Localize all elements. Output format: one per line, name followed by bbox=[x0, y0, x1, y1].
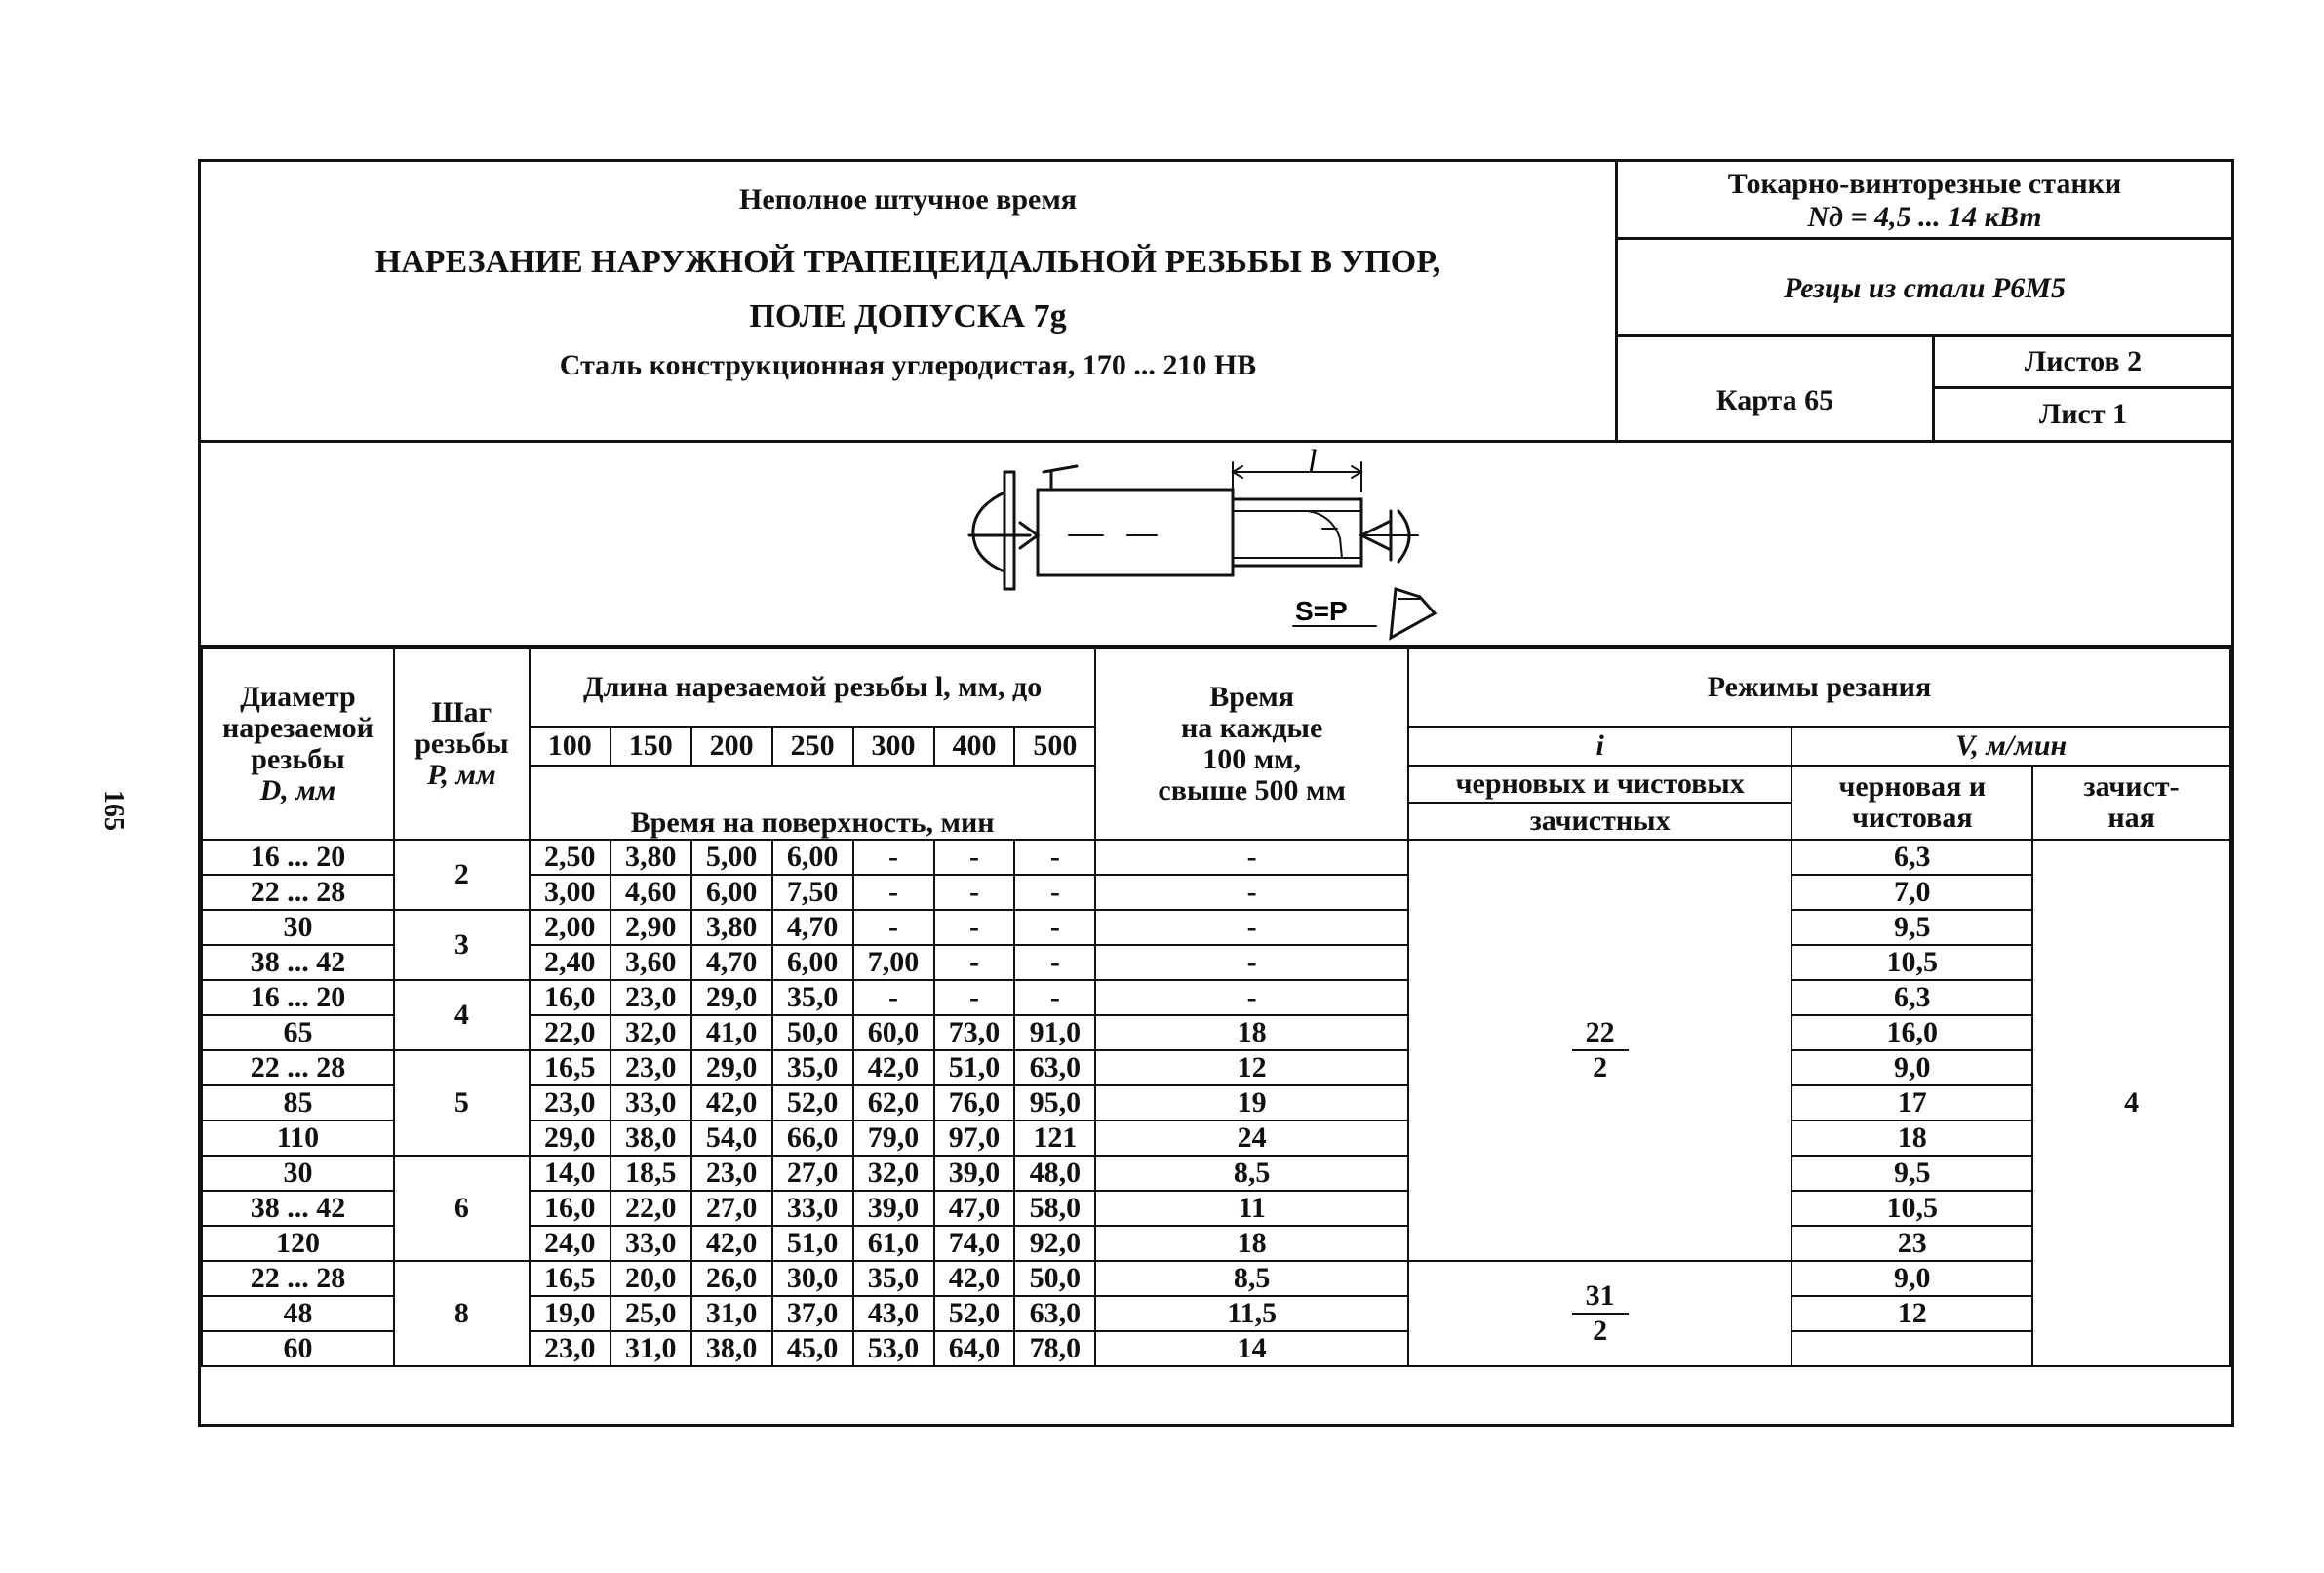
table-row bbox=[202, 1156, 2230, 1191]
time-cell: - bbox=[853, 875, 934, 910]
table-row bbox=[202, 910, 2230, 945]
speed-rough-cell: 9,0 bbox=[1792, 1261, 2032, 1296]
info-block bbox=[1618, 162, 2231, 440]
time-cell: 29,0 bbox=[530, 1121, 611, 1156]
table-row bbox=[202, 1261, 2230, 1296]
time-cell: 26,0 bbox=[691, 1261, 772, 1296]
time-cell: 32,0 bbox=[853, 1156, 934, 1191]
header-each-l1: Время bbox=[1209, 681, 1294, 713]
time-cell: 30,0 bbox=[772, 1261, 853, 1296]
time-cell: 92,0 bbox=[1014, 1226, 1095, 1261]
diameter-cell: 22 ... 28 bbox=[202, 1261, 394, 1296]
speed-rough-cell bbox=[1792, 1331, 2032, 1366]
material-label: Сталь конструкционная углеродистая, 170 ... 210 НВ bbox=[559, 349, 1257, 381]
pitch-cell: 4 bbox=[394, 980, 530, 1050]
time-cell: 4,60 bbox=[611, 875, 691, 910]
time-cell: 23,0 bbox=[611, 980, 691, 1015]
time-cell: 35,0 bbox=[772, 1050, 853, 1085]
header-passes-rough-finish: черновых и чистовых bbox=[1408, 766, 1792, 803]
passes-fraction bbox=[1572, 1016, 1629, 1084]
header-pitch-l2: резьбы bbox=[414, 728, 509, 760]
header-each-l2: на каждые bbox=[1181, 712, 1323, 744]
time-cell: - bbox=[1014, 875, 1095, 910]
time-cell: 3,00 bbox=[530, 875, 611, 910]
time-per-100mm-cell: - bbox=[1095, 945, 1408, 980]
time-cell: 27,0 bbox=[691, 1191, 772, 1226]
title-block bbox=[201, 162, 1618, 440]
time-cell: 4,70 bbox=[772, 910, 853, 945]
diameter-cell: 85 bbox=[202, 1085, 394, 1121]
time-cell: - bbox=[934, 945, 1015, 980]
time-cell: 52,0 bbox=[934, 1296, 1015, 1331]
time-cell: 23,0 bbox=[611, 1050, 691, 1085]
time-cell: 2,90 bbox=[611, 910, 691, 945]
diameter-cell: 38 ... 42 bbox=[202, 1191, 394, 1226]
time-per-100mm-cell: 12 bbox=[1095, 1050, 1408, 1085]
header-length-100: 100 bbox=[530, 727, 611, 766]
time-per-100mm-cell: - bbox=[1095, 980, 1408, 1015]
header-speed-rough-finish bbox=[1792, 766, 2032, 840]
diameter-cell: 22 ... 28 bbox=[202, 875, 394, 910]
header-speed-cleanup bbox=[2032, 766, 2230, 840]
pitch-cell: 6 bbox=[394, 1156, 530, 1261]
card-number: Карта 65 bbox=[1618, 337, 1935, 440]
time-per-100mm-cell: 8,5 bbox=[1095, 1156, 1408, 1191]
header-speed-cu-l1: зачист- bbox=[2083, 770, 2180, 803]
time-cell: - bbox=[1014, 910, 1095, 945]
time-cell: 52,0 bbox=[772, 1085, 853, 1121]
time-cell: 62,0 bbox=[853, 1085, 934, 1121]
passes-fraction bbox=[1572, 1279, 1629, 1348]
time-cell: 2,50 bbox=[530, 840, 611, 875]
time-cell: 32,0 bbox=[611, 1015, 691, 1050]
tolerance-title: ПОЛЕ ДОПУСКА 7g bbox=[749, 298, 1067, 334]
time-cell: 16,5 bbox=[530, 1050, 611, 1085]
time-cell: 38,0 bbox=[611, 1121, 691, 1156]
time-cell: 73,0 bbox=[934, 1015, 1015, 1050]
time-cell: 51,0 bbox=[934, 1050, 1015, 1085]
pitch-cell: 2 bbox=[394, 840, 530, 910]
time-cell: 4,70 bbox=[691, 945, 772, 980]
time-cell: 24,0 bbox=[530, 1226, 611, 1261]
time-cell: - bbox=[934, 980, 1015, 1015]
time-per-100mm-cell: - bbox=[1095, 840, 1408, 875]
header-length-400: 400 bbox=[934, 727, 1015, 766]
time-cell: - bbox=[1014, 840, 1095, 875]
time-cell: - bbox=[934, 910, 1015, 945]
time-cell: 66,0 bbox=[772, 1121, 853, 1156]
time-cell: 58,0 bbox=[1014, 1191, 1095, 1226]
time-cell: 33,0 bbox=[772, 1191, 853, 1226]
part-sketch-area bbox=[201, 443, 2231, 648]
time-per-100mm-cell: 14 bbox=[1095, 1331, 1408, 1366]
speed-rough-cell: 7,0 bbox=[1792, 875, 2032, 910]
header-pitch bbox=[394, 649, 530, 840]
card-sheet bbox=[198, 159, 2234, 1427]
time-cell: 7,00 bbox=[853, 945, 934, 980]
time-per-100mm-cell: 18 bbox=[1095, 1226, 1408, 1261]
time-cell: 78,0 bbox=[1014, 1331, 1095, 1366]
diameter-cell: 30 bbox=[202, 910, 394, 945]
time-cell: 39,0 bbox=[934, 1156, 1015, 1191]
time-cell: 45,0 bbox=[772, 1331, 853, 1366]
header-passes-cleanup: зачистных bbox=[1408, 803, 1792, 840]
time-cell: 42,0 bbox=[934, 1261, 1015, 1296]
speed-rough-cell: 10,5 bbox=[1792, 1191, 2032, 1226]
header-diameter bbox=[202, 649, 394, 840]
time-cell: 38,0 bbox=[691, 1331, 772, 1366]
card-header bbox=[201, 162, 2231, 443]
diameter-cell: 48 bbox=[202, 1296, 394, 1331]
speed-rough-cell: 10,5 bbox=[1792, 945, 2032, 980]
time-cell: 18,5 bbox=[611, 1156, 691, 1191]
time-cell: 50,0 bbox=[772, 1015, 853, 1050]
header-diameter-l1: Диаметр bbox=[240, 681, 356, 713]
header-length-250: 250 bbox=[772, 727, 853, 766]
speed-rough-cell: 6,3 bbox=[1792, 980, 2032, 1015]
header-pitch-l3: P, мм bbox=[427, 759, 496, 791]
diameter-cell: 38 ... 42 bbox=[202, 945, 394, 980]
header-each-l4: свыше 500 мм bbox=[1158, 774, 1346, 806]
time-cell: 43,0 bbox=[853, 1296, 934, 1331]
header-thread-length: Длина нарезаемой резьбы l, мм, до bbox=[530, 649, 1096, 727]
pitch-cell: 3 bbox=[394, 910, 530, 980]
time-cell: 20,0 bbox=[611, 1261, 691, 1296]
time-cell: 50,0 bbox=[1014, 1261, 1095, 1296]
page-number: 165 bbox=[98, 790, 129, 831]
time-table-body bbox=[202, 649, 2230, 1366]
time-cell: 23,0 bbox=[530, 1085, 611, 1121]
operation-title: НАРЕЗАНИЕ НАРУЖНОЙ ТРАПЕЦЕИДАЛЬНОЙ РЕЗЬБЫ В УПОР, bbox=[374, 244, 1441, 280]
diameter-cell: 16 ... 20 bbox=[202, 980, 394, 1015]
header-surface-time: Время на поверхность, мин bbox=[530, 766, 1096, 840]
pitch-cell: 5 bbox=[394, 1050, 530, 1156]
threaded-part-sketch bbox=[962, 443, 1469, 645]
time-cell: 2,40 bbox=[530, 945, 611, 980]
time-cell: - bbox=[853, 840, 934, 875]
speed-rough-cell: 9,5 bbox=[1792, 910, 2032, 945]
table-row bbox=[202, 840, 2230, 875]
time-cell: 61,0 bbox=[853, 1226, 934, 1261]
time-cell: 2,00 bbox=[530, 910, 611, 945]
speed-rough-cell: 9,5 bbox=[1792, 1156, 2032, 1191]
time-cell: 3,60 bbox=[611, 945, 691, 980]
time-per-100mm-cell: 8,5 bbox=[1095, 1261, 1408, 1296]
time-cell: - bbox=[1014, 945, 1095, 980]
header-diameter-l2: нарезаемой bbox=[221, 712, 374, 744]
time-cell: 33,0 bbox=[611, 1226, 691, 1261]
passes-numerator: 22 bbox=[1572, 1016, 1629, 1051]
speed-rough-cell: 16,0 bbox=[1792, 1015, 2032, 1050]
time-cell: - bbox=[853, 910, 934, 945]
time-cell: 31,0 bbox=[691, 1296, 772, 1331]
time-cell: 63,0 bbox=[1014, 1050, 1095, 1085]
time-per-100mm-cell: 11,5 bbox=[1095, 1296, 1408, 1331]
header-diameter-l3: резьбы bbox=[251, 743, 345, 775]
length-dimension-label: l bbox=[1308, 444, 1318, 480]
header-pitch-l1: Шаг bbox=[431, 696, 492, 728]
header-diameter-l4: D, мм bbox=[259, 774, 336, 806]
time-cell: 7,50 bbox=[772, 875, 853, 910]
time-cell: 5,00 bbox=[691, 840, 772, 875]
time-cell: 42,0 bbox=[691, 1226, 772, 1261]
time-table bbox=[201, 648, 2231, 1367]
machine-type-line1: Токарно-винторезные станки bbox=[1727, 168, 2122, 200]
time-cell: 16,5 bbox=[530, 1261, 611, 1296]
header-speed-rf-l2: чистовая bbox=[1852, 802, 1973, 834]
header-cutting-modes: Режимы резания bbox=[1408, 649, 2230, 727]
header-speed: V, м/мин bbox=[1792, 727, 2230, 766]
time-cell: 76,0 bbox=[934, 1085, 1015, 1121]
time-cell: 48,0 bbox=[1014, 1156, 1095, 1191]
speed-rough-cell: 17 bbox=[1792, 1085, 2032, 1121]
passes-denominator: 2 bbox=[1593, 1051, 1608, 1083]
time-cell: 42,0 bbox=[691, 1085, 772, 1121]
time-cell: 121 bbox=[1014, 1121, 1095, 1156]
time-table-wrap bbox=[201, 648, 2231, 1367]
passes-numerator: 31 bbox=[1572, 1279, 1629, 1315]
time-cell: 6,00 bbox=[772, 945, 853, 980]
time-cell: 3,80 bbox=[611, 840, 691, 875]
time-cell: - bbox=[1014, 980, 1095, 1015]
header-passes: i bbox=[1408, 727, 1792, 766]
header-each-100mm bbox=[1095, 649, 1408, 840]
time-cell: 27,0 bbox=[772, 1156, 853, 1191]
header-speed-rf-l1: черновая и bbox=[1838, 770, 1987, 803]
time-cell: 22,0 bbox=[530, 1015, 611, 1050]
passes-cell bbox=[1408, 1261, 1792, 1366]
time-cell: 14,0 bbox=[530, 1156, 611, 1191]
time-cell: 31,0 bbox=[611, 1331, 691, 1366]
time-cell: 37,0 bbox=[772, 1296, 853, 1331]
time-cell: 23,0 bbox=[530, 1331, 611, 1366]
feed-label: S=P bbox=[1295, 596, 1348, 626]
pitch-cell: 8 bbox=[394, 1261, 530, 1366]
header-length-300: 300 bbox=[853, 727, 934, 766]
time-cell: - bbox=[853, 980, 934, 1015]
time-cell: 6,00 bbox=[772, 840, 853, 875]
time-cell: 16,0 bbox=[530, 1191, 611, 1226]
time-cell: 16,0 bbox=[530, 980, 611, 1015]
time-cell: - bbox=[934, 840, 1015, 875]
time-cell: 53,0 bbox=[853, 1331, 934, 1366]
time-cell: 64,0 bbox=[934, 1331, 1015, 1366]
speed-rough-cell: 6,3 bbox=[1792, 840, 2032, 875]
time-cell: 29,0 bbox=[691, 1050, 772, 1085]
sheets-total: Листов 2 bbox=[1935, 337, 2231, 389]
time-per-100mm-cell: - bbox=[1095, 875, 1408, 910]
time-cell: 3,80 bbox=[691, 910, 772, 945]
table-row bbox=[202, 1050, 2230, 1085]
time-cell: 91,0 bbox=[1014, 1015, 1095, 1050]
header-length-500: 500 bbox=[1014, 727, 1095, 766]
time-cell: 97,0 bbox=[934, 1121, 1015, 1156]
time-cell: 47,0 bbox=[934, 1191, 1015, 1226]
time-cell: 19,0 bbox=[530, 1296, 611, 1331]
time-per-100mm-cell: 18 bbox=[1095, 1015, 1408, 1050]
machine-type bbox=[1618, 162, 2231, 240]
table-row bbox=[202, 980, 2230, 1015]
diameter-cell: 16 ... 20 bbox=[202, 840, 394, 875]
machine-power: Nд = 4,5 ... 14 кВт bbox=[1807, 201, 2042, 233]
time-cell: 79,0 bbox=[853, 1121, 934, 1156]
diameter-cell: 30 bbox=[202, 1156, 394, 1191]
time-per-100mm-cell: 19 bbox=[1095, 1085, 1408, 1121]
time-cell: 95,0 bbox=[1014, 1085, 1095, 1121]
time-cell: 33,0 bbox=[611, 1085, 691, 1121]
time-cell: 23,0 bbox=[691, 1156, 772, 1191]
time-cell: 25,0 bbox=[611, 1296, 691, 1331]
passes-cell bbox=[1408, 840, 1792, 1261]
time-cell: 41,0 bbox=[691, 1015, 772, 1050]
time-cell: 63,0 bbox=[1014, 1296, 1095, 1331]
header-speed-cu-l2: ная bbox=[2107, 802, 2155, 834]
tool-material: Резцы из стали Р6М5 bbox=[1618, 243, 2231, 337]
time-cell: 54,0 bbox=[691, 1121, 772, 1156]
speed-rough-cell: 12 bbox=[1792, 1296, 2032, 1331]
header-length-200: 200 bbox=[691, 727, 772, 766]
time-cell: 42,0 bbox=[853, 1050, 934, 1085]
time-per-100mm-cell: 24 bbox=[1095, 1121, 1408, 1156]
diameter-cell: 65 bbox=[202, 1015, 394, 1050]
time-cell: - bbox=[934, 875, 1015, 910]
time-cell: 29,0 bbox=[691, 980, 772, 1015]
time-type-label: Неполное штучное время bbox=[738, 183, 1078, 216]
diameter-cell: 110 bbox=[202, 1121, 394, 1156]
time-cell: 6,00 bbox=[691, 875, 772, 910]
diameter-cell: 120 bbox=[202, 1226, 394, 1261]
time-cell: 22,0 bbox=[611, 1191, 691, 1226]
diameter-cell: 60 bbox=[202, 1331, 394, 1366]
time-cell: 35,0 bbox=[853, 1261, 934, 1296]
diameter-cell: 22 ... 28 bbox=[202, 1050, 394, 1085]
time-per-100mm-cell: 11 bbox=[1095, 1191, 1408, 1226]
time-cell: 35,0 bbox=[772, 980, 853, 1015]
time-cell: 74,0 bbox=[934, 1226, 1015, 1261]
time-per-100mm-cell: - bbox=[1095, 910, 1408, 945]
time-cell: 39,0 bbox=[853, 1191, 934, 1226]
speed-rough-cell: 18 bbox=[1792, 1121, 2032, 1156]
speed-rough-cell: 23 bbox=[1792, 1226, 2032, 1261]
sheet-number: Лист 1 bbox=[2038, 398, 2128, 430]
header-length-150: 150 bbox=[611, 727, 691, 766]
speed-rough-cell: 9,0 bbox=[1792, 1050, 2032, 1085]
speed-cleanup-cell: 4 bbox=[2032, 840, 2230, 1366]
time-cell: 51,0 bbox=[772, 1226, 853, 1261]
passes-denominator: 2 bbox=[1593, 1315, 1608, 1347]
time-cell: 60,0 bbox=[853, 1015, 934, 1050]
header-each-l3: 100 мм, bbox=[1202, 743, 1302, 775]
